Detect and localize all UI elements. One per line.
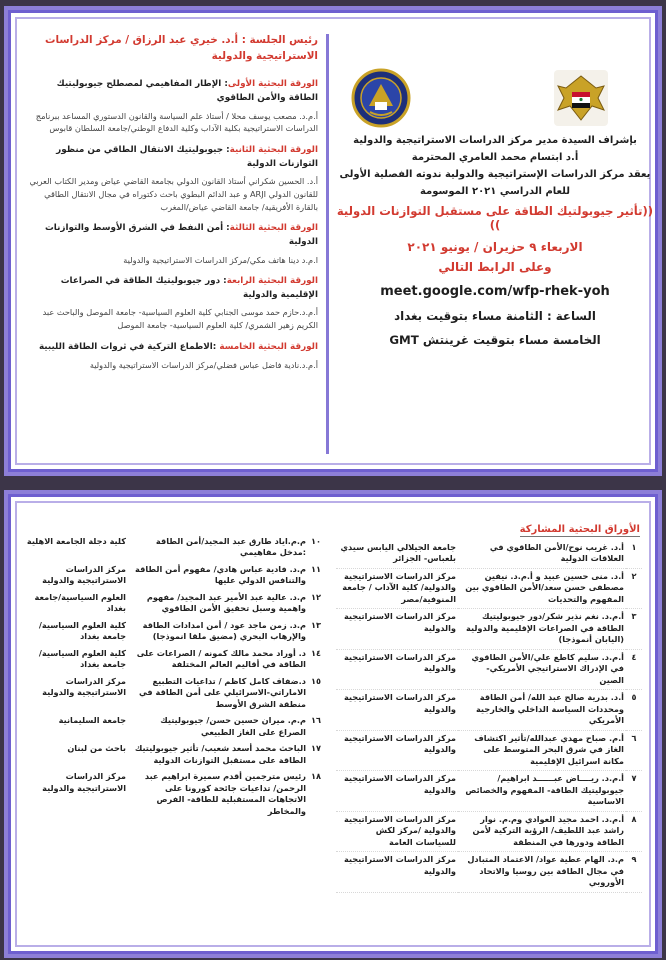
row-number: ٥	[631, 692, 637, 703]
table-row	[336, 852, 642, 892]
vertical-divider	[326, 34, 329, 454]
row-number: ١١	[311, 563, 321, 574]
paper-author: أ.م.د.حازم حمد موسى الجنابي كلية العلوم السياسية- جامعة الموصل والباحث عبد الكريم زهير الشمري/ كلية العلوم السياسية- جامعة الموصل	[42, 307, 318, 331]
table-row	[24, 741, 324, 769]
paper-author: أ.م.د.نادية فاضل عباس فضلي/مركز الدراسات الاستراتيجية والدولية	[89, 359, 318, 370]
affiliation: مركز الدراسات الاستراتيجية والدولية	[343, 732, 456, 755]
papers-list	[26, 78, 318, 371]
academic-year: للعام الدراسي ٢٠٢١ الموسومة	[419, 186, 571, 197]
link-label: وعلى الرابط التالي	[438, 260, 552, 274]
affiliation: مركز الدراسات الاستراتيجية والدولية /مركز لكش للسياسات العامة	[343, 813, 456, 847]
paper-entry: م.د. زمن ماجد عود / أمن امدادات الطاقة والإرهاب البحري (مضيق ملقا انموذجا)	[142, 619, 306, 642]
row-number: ١	[631, 542, 637, 552]
session-chair: رئيس الجلسة : أ.د. خيري عبد الرزاق / مركز الدراسات الاستراتيجية والدولية	[45, 34, 318, 63]
row-number: ٩	[631, 854, 637, 865]
row-number: ١٥	[311, 675, 321, 686]
session-paper	[26, 78, 318, 135]
paper-entry: د. أوراد محمد مالك كمونه / الصراعات على الطاقة في أقاليم العالم المختلفة	[136, 647, 306, 670]
affiliation: كلية دجلة الجامعة الاهلية	[26, 536, 126, 546]
papers-sheet	[4, 490, 662, 958]
paper-entry: أ.د. بدرية صالح عبد الله/ أمن الطاقة ومحددات السياسة الداخلي والخارجية الأمريكي	[475, 692, 624, 726]
table-row	[336, 649, 642, 689]
paper-label: الورقة البحثية الثانية	[229, 144, 318, 155]
row-number: ٣	[631, 611, 637, 622]
paper-title	[26, 275, 318, 302]
affiliation: مركز الدراسات الاستراتيجية والدولية	[343, 611, 456, 633]
affiliation: مركز الدراسات الاستراتيجية والدولية	[42, 563, 126, 586]
row-number: ١٤	[311, 647, 321, 658]
affiliation: كلية العلوم السياسية/جامعة بغداد	[38, 647, 126, 670]
paper-entry: أ.د. غريب نوح/الأمن الطاقوي في العلاقات الدولية	[489, 542, 624, 564]
seminar-title: ((تأثير جيوبولتيك الطاقة على مستقبل التوازنات الدولية ))	[336, 204, 654, 232]
affiliation: العلوم السياسية/جامعة بغداد	[34, 591, 126, 614]
row-number: ١٢	[311, 591, 321, 602]
baghdad-time: الساعة : الثامنة مساء بتوقيت بغداد	[394, 309, 596, 323]
row-number: ١٠	[311, 536, 321, 546]
paper-entry: رئيس مترجمين أقدم سميرة ابراهيم عبد الرحمن/ تداعيات جائحة كورونا على الاتجاهات المستقبلية للطاقة- الفرص والمخاطر	[144, 771, 306, 816]
row-number: ٤	[631, 651, 637, 662]
affiliation: مركز الدراسات الاستراتيجية والدولية	[42, 675, 126, 698]
paper-entry: أ.م.د. احمد مجيد العوادي وم.م. نوار راشد عبد اللطيف/ الرؤية التركية لأمن الطاقة ودورها في المنطقة	[472, 813, 624, 847]
row-number: ٦	[631, 732, 637, 743]
row-number: ٢	[631, 570, 637, 581]
paper-entry: الباحث محمد أسعد شعيب/ تأثير جيوبوليتيك الطاقة على مستقبل التوازنات الدولية	[134, 743, 306, 765]
table-row	[336, 540, 642, 568]
session-paper	[26, 144, 318, 213]
paper-entry: أ.م. صباح مهدي عبدالله/تأثير اكتشاف الغاز في شرق البحر المتوسط على مكانة اسرائيل الإقليمية	[474, 732, 624, 766]
paper-author: أ.م.د. مصعب يوسف محلا / أستاذ علم السياسة والقانون الدستوري المساعد ببرنامج الدراسات الاستراتيجية بكلية الآداب وكلية الدفاع الوطني/جامعة السلطان قابوس	[35, 110, 318, 134]
participating-papers-heading: الأوراق البحثية المشاركة	[519, 524, 640, 535]
paper-entry: م.م. ميران حسين حسن/ جيوبوليتيك الصراع على الغاز الطبيعي	[160, 715, 306, 737]
affiliation: جامعة الجيلالي اليابس سيدي بلعباس- الجزائر	[340, 542, 456, 564]
paper-title	[26, 341, 318, 355]
row-number: ١٣	[311, 619, 321, 630]
paper-topic: : أمن النفط في الشرق الأوسط والتوازنات الدولية	[44, 223, 318, 247]
affiliation: مركز الدراسات الاستراتيجية والدولية	[343, 692, 456, 714]
paper-title	[26, 78, 318, 105]
table-row	[24, 674, 324, 713]
paper-label: الورقة البحثية الثالثة	[229, 223, 318, 234]
table-row	[24, 713, 324, 741]
table-row	[336, 811, 642, 851]
table-row	[24, 562, 324, 590]
affiliation: مركز الدراسات الاستراتيجية والدولية	[343, 854, 456, 876]
paper-topic: : دور جيوبوليتيك الطاقة في الصراعات الإقليمية والدولية	[60, 276, 318, 300]
announcement-sheet	[4, 6, 662, 476]
continued-papers-table	[24, 534, 324, 820]
affiliation: مركز الدراسات الاستراتيجية والدولية	[343, 773, 456, 795]
session-program	[26, 32, 318, 462]
table-row	[24, 769, 324, 820]
paper-label: الورقة البحثية الخامسة	[219, 341, 318, 352]
affiliation: مركز الدراسات الاستراتيجية والدولية	[343, 651, 456, 674]
seminar-intro: يعقد مركز الدراسات الإستراتيجية والدولية ندوته الفصلية الأولى	[339, 169, 651, 180]
table-row	[24, 646, 324, 674]
table-row	[336, 609, 642, 649]
paper-author: ا.م.د دينا هاتف مكي/مركز الدراسات الاستراتيجية والدولية	[123, 254, 318, 265]
affiliation: باحث من لبنان	[67, 743, 126, 754]
paper-title	[26, 144, 318, 171]
session-paper	[26, 275, 318, 332]
table-row	[336, 568, 642, 608]
table-row	[24, 618, 324, 646]
row-number: ١٦	[311, 715, 321, 726]
table-row	[24, 590, 324, 618]
participating-papers-table	[336, 540, 642, 893]
paper-entry: د.ضفاف كامل كاظم / تداعيات التطبيع الاماراتي-الاسرائيلي على أمن الطاقة في منطقة الشرق الأوسط	[139, 675, 306, 709]
paper-title	[26, 222, 318, 249]
affiliation: كلية العلوم السياسية/جامعة بغداد	[38, 619, 126, 642]
session-paper	[26, 222, 318, 266]
table-row	[24, 534, 324, 562]
paper-topic: : الإطار المفاهيمي لمصطلح جيوبوليتيك الطاقة والأمن الطاقوي	[56, 79, 318, 103]
row-number: ١٨	[311, 771, 321, 782]
table-row	[336, 690, 642, 730]
affiliation: مركز الدراسات الاستراتيجية والدولية/ كلية الآداب / جامعة المنوفية/مصر	[342, 570, 456, 604]
row-number: ١٧	[311, 743, 321, 754]
paper-label: الورقة البحثية الرابعة	[226, 276, 318, 287]
paper-entry: م.م.اياد طارق عبد المجيد/أمن الطاقة :مدخل مفاهيمي	[155, 536, 306, 558]
paper-entry: أ.م.د. نغم نذير شكر/دور جيوبوليتيك الطاقة في الصراعات الإقليمية والدولية (اليابان أنموذجا)	[466, 611, 624, 645]
paper-entry: م.د. فادية عباس هادي/ مفهوم أمن الطاقة والتنافس الدولي عليها	[135, 563, 306, 586]
paper-topic: :الاطماع التركية في ثروات الطاقة الليبية	[38, 341, 220, 352]
paper-entry: م.د. عالية عبد الأمير عبد المجيد/ مفهوم واهمية وسبل تحقيق الأمن الطاقوي	[146, 591, 306, 614]
table-row	[336, 730, 642, 770]
affiliation: جامعة السليمانية	[58, 715, 126, 726]
seminar-announcement	[336, 40, 654, 460]
meeting-link[interactable]: meet.google.com/wfp-rhek-yoh	[380, 284, 610, 299]
logos-row	[336, 40, 654, 132]
paper-entry: م.د. الهام عطية عواد/ الاعتماد المتبادل في مجال الطاقة بين روسيا والاتحاد الأوروبي	[467, 854, 624, 888]
gmt-time: الخامسة مساء بتوقيت غرينتش GMT	[389, 333, 601, 347]
table-row	[336, 771, 642, 811]
affiliation: مركز الدراسات الاستراتيجية والدولية	[42, 771, 126, 793]
paper-entry: أ.م.د. ريــــاض عبــــــد ابراهيم/جيوبوليتيك الطاقة- المفهوم والخصائص الاساسية	[465, 773, 624, 807]
paper-entry: أ.د. منى حسين عبيد و أ.م.د. نيفين مصطفى حسن سعد/الأمن الطاقوي بين المفهوم والتحديات	[465, 570, 624, 604]
paper-author: أ.د. الحسين شكراني أستاذ القانون الدولي بجامعة القاضي عياض ومدير الكتاب العربي للقانون الدولي ARJI و عبد الدائم البطوي باحث دكتوراه في مجال الانتقال الطاقي بالقارة الأفريقية/ جامعة القاضي عياض/المغرب	[29, 176, 318, 212]
row-number: ٧	[631, 773, 637, 784]
paper-entry: أ.م.د. سليم كاطع علي/الأمن الطاقوي في الإدراك الاستراتيجي الأمريكي- الصين	[471, 651, 624, 685]
paper-topic: : جيوبوليتيك الانتقال الطاقي من منظور التوازنات الدولية	[56, 144, 318, 169]
session-paper	[26, 341, 318, 371]
seminar-date: الاربعاء ٩ حزيران / يونيو ٢٠٢١	[407, 240, 583, 254]
iraq-eagle-emblem-icon	[546, 66, 616, 130]
paper-label: الورقة البحثية الأولى	[227, 79, 318, 90]
row-number: ٨	[631, 813, 637, 824]
director-name: أ.د ابتسام محمد العامري المحترمة	[411, 152, 579, 163]
university-seal-icon	[346, 66, 416, 130]
supervision-line: بإشراف السيدة مدير مركز الدراسات الاستراتيجية والدولية	[353, 135, 637, 146]
